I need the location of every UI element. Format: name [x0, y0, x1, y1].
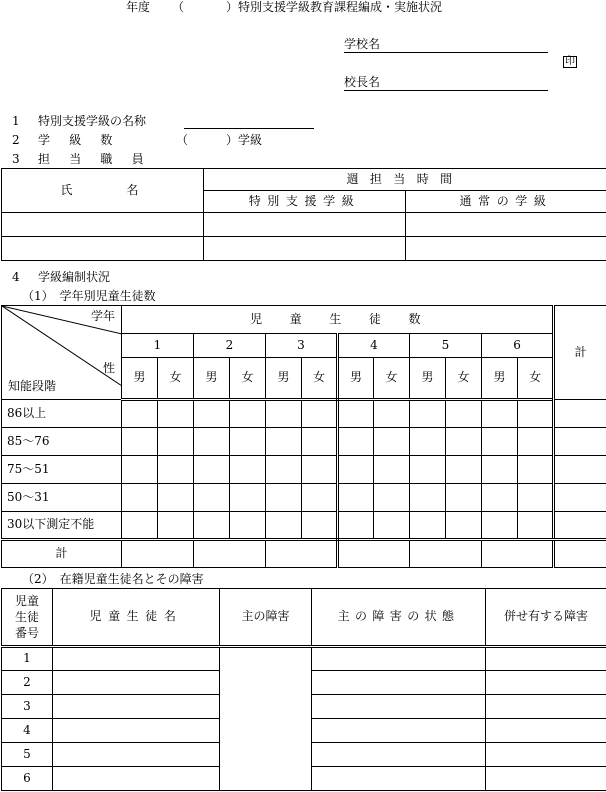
year-label: 年度 [126, 0, 151, 14]
total-row-label: 計 [2, 540, 122, 568]
student-number: 2 [2, 671, 53, 695]
school-name-label: 学校名 [344, 37, 381, 51]
school-name-line[interactable] [344, 52, 548, 53]
count-cell[interactable] [518, 400, 554, 428]
section-1-number: 1 [12, 114, 20, 128]
grand-total-cell[interactable] [554, 540, 606, 568]
count-cell[interactable] [266, 428, 302, 456]
count-cell[interactable] [410, 512, 446, 540]
section-1-label: 特別支援学級の名称 [38, 114, 147, 128]
section-2-label: 学 級 数 [38, 133, 117, 147]
section-2-number: 2 [12, 133, 20, 147]
count-cell[interactable] [302, 484, 338, 512]
staff-name-header: 氏名 [2, 169, 204, 213]
main-disability-header: 主の障害 [220, 589, 312, 647]
count-cell[interactable] [446, 400, 482, 428]
grade-total-cell[interactable] [338, 540, 410, 568]
grade-axis-label: 学年 [90, 309, 115, 323]
count-cell[interactable] [338, 400, 374, 428]
count-cell[interactable] [518, 512, 554, 540]
count-cell[interactable] [446, 456, 482, 484]
count-cell[interactable] [230, 400, 266, 428]
sex-axis-label: 性 [102, 361, 115, 375]
table-row [2, 237, 606, 261]
table-row [2, 456, 606, 484]
count-cell[interactable] [122, 456, 158, 484]
count-cell[interactable] [374, 484, 410, 512]
count-cell[interactable] [410, 400, 446, 428]
sex-female-header-grade-5: 女 [446, 358, 482, 400]
disability-state-header: 主の障害の状態 [312, 589, 486, 647]
title-open-paren: （ [172, 0, 185, 14]
count-cell[interactable] [230, 456, 266, 484]
row-total-cell[interactable] [554, 512, 606, 540]
section-4-number: 4 [12, 270, 20, 284]
count-cell[interactable] [158, 400, 194, 428]
level-label: 86以上 [2, 400, 122, 428]
count-cell[interactable] [446, 428, 482, 456]
count-cell[interactable] [230, 428, 266, 456]
students-count-header: 児童生徒数 [122, 306, 554, 334]
count-cell[interactable] [194, 400, 230, 428]
section-2-open-paren: （ [176, 133, 189, 147]
count-cell[interactable] [158, 512, 194, 540]
count-cell[interactable] [122, 512, 158, 540]
section-4-2-label: （2） 在籍児童生徒名とその障害 [22, 572, 204, 586]
total-column-header: 計 [554, 306, 606, 400]
count-cell[interactable] [482, 428, 518, 456]
count-cell[interactable] [374, 428, 410, 456]
disability-state-cell[interactable] [312, 719, 486, 743]
staff-name-cell[interactable] [2, 213, 204, 237]
other-disability-cell[interactable] [486, 743, 606, 767]
count-cell[interactable] [302, 456, 338, 484]
section-3-number: 3 [12, 152, 20, 166]
row-total-cell[interactable] [554, 428, 606, 456]
count-cell[interactable] [518, 484, 554, 512]
grade-6-header: 6 [482, 334, 554, 358]
table-row [2, 484, 606, 512]
other-disability-header: 併せ有する障害 [486, 589, 606, 647]
level-label: 85〜76 [2, 428, 122, 456]
count-cell[interactable] [374, 400, 410, 428]
class-name-line[interactable] [184, 128, 314, 129]
sex-male-header-grade-3: 男 [266, 358, 302, 400]
student-name-cell[interactable] [53, 719, 220, 743]
grade-total-cell[interactable] [122, 540, 194, 568]
count-cell[interactable] [446, 484, 482, 512]
special-hours-cell[interactable] [204, 237, 406, 261]
page-title: ）特別支援学級教育課程編成・実施状況 [226, 0, 443, 14]
count-cell[interactable] [338, 456, 374, 484]
grade-total-cell[interactable] [410, 540, 482, 568]
regular-hours-cell[interactable] [406, 237, 606, 261]
grade-2-header: 2 [194, 334, 266, 358]
count-cell[interactable] [194, 428, 230, 456]
grade-3-header: 3 [266, 334, 338, 358]
count-cell[interactable] [158, 484, 194, 512]
sex-male-header-grade-4: 男 [338, 358, 374, 400]
other-disability-cell[interactable] [486, 719, 606, 743]
count-cell[interactable] [410, 484, 446, 512]
count-cell[interactable] [194, 484, 230, 512]
count-cell[interactable] [266, 484, 302, 512]
count-cell[interactable] [266, 512, 302, 540]
student-number: 3 [2, 695, 53, 719]
student-number: 1 [2, 647, 53, 671]
student-number: 5 [2, 743, 53, 767]
principal-name-line[interactable] [344, 90, 548, 91]
row-total-cell[interactable] [554, 456, 606, 484]
special-class-header: 特別支援学級 [204, 191, 406, 213]
student-name-cell[interactable] [53, 743, 220, 767]
sex-male-header-grade-1: 男 [122, 358, 158, 400]
sex-male-header-grade-6: 男 [482, 358, 518, 400]
count-cell[interactable] [482, 512, 518, 540]
total-row [2, 540, 606, 568]
grade-4-header: 4 [338, 334, 410, 358]
disability-state-cell[interactable] [312, 647, 486, 671]
student-name-cell[interactable] [53, 767, 220, 791]
table-row [2, 647, 606, 671]
diagonal-header-cell [2, 306, 122, 400]
staff-table [1, 168, 606, 261]
student-number-header: 児童生徒番号 [2, 589, 53, 647]
count-cell[interactable] [230, 484, 266, 512]
count-cell[interactable] [410, 456, 446, 484]
count-cell[interactable] [302, 428, 338, 456]
student-name-cell[interactable] [53, 695, 220, 719]
other-disability-cell[interactable] [486, 695, 606, 719]
sex-female-header-grade-2: 女 [230, 358, 266, 400]
count-cell[interactable] [518, 428, 554, 456]
sex-female-header-grade-4: 女 [374, 358, 410, 400]
grade-1-header: 1 [122, 334, 194, 358]
level-label: 75〜51 [2, 456, 122, 484]
student-name-cell[interactable] [53, 647, 220, 671]
count-cell[interactable] [122, 400, 158, 428]
level-label: 50〜31 [2, 484, 122, 512]
special-hours-cell[interactable] [204, 213, 406, 237]
disability-state-cell[interactable] [312, 695, 486, 719]
student-number: 4 [2, 719, 53, 743]
count-cell[interactable] [158, 428, 194, 456]
count-cell[interactable] [302, 512, 338, 540]
sex-male-header-grade-5: 男 [410, 358, 446, 400]
sex-female-header-grade-3: 女 [302, 358, 338, 400]
table-row [2, 400, 606, 428]
weekly-hours-header: 週担当時間 [204, 169, 606, 191]
section-3-label: 担 当 職 員 [38, 152, 148, 166]
grade-table [1, 305, 606, 568]
section-4-label: 学級編制状況 [38, 270, 111, 284]
principal-name-label: 校長名 [344, 75, 381, 89]
count-cell[interactable] [374, 456, 410, 484]
count-cell[interactable] [482, 400, 518, 428]
level-label: 30以下測定不能 [2, 512, 122, 540]
count-cell[interactable] [482, 484, 518, 512]
other-disability-cell[interactable] [486, 671, 606, 695]
count-cell[interactable] [338, 428, 374, 456]
count-cell[interactable] [374, 512, 410, 540]
section-2-close-paren: ）学級 [226, 133, 263, 147]
row-total-cell[interactable] [554, 484, 606, 512]
count-cell[interactable] [446, 512, 482, 540]
count-cell[interactable] [338, 512, 374, 540]
level-axis-label: 知能段階 [8, 379, 57, 393]
count-cell[interactable] [122, 428, 158, 456]
section-4-1-label: （1） 学年別児童生徒数 [22, 289, 156, 303]
count-cell[interactable] [302, 400, 338, 428]
main-disability-cell[interactable] [220, 647, 312, 791]
sex-male-header-grade-2: 男 [194, 358, 230, 400]
disability-state-cell[interactable] [312, 767, 486, 791]
count-cell[interactable] [230, 512, 266, 540]
other-disability-cell[interactable] [486, 767, 606, 791]
count-cell[interactable] [122, 484, 158, 512]
sex-female-header-grade-1: 女 [158, 358, 194, 400]
student-number: 6 [2, 767, 53, 791]
other-disability-cell[interactable] [486, 647, 606, 671]
count-cell[interactable] [194, 512, 230, 540]
count-cell[interactable] [194, 456, 230, 484]
disability-state-cell[interactable] [312, 671, 486, 695]
regular-class-header: 通常の学級 [406, 191, 606, 213]
student-name-cell[interactable] [53, 671, 220, 695]
row-total-cell[interactable] [554, 400, 606, 428]
count-cell[interactable] [482, 456, 518, 484]
table-row [2, 213, 606, 237]
staff-name-cell[interactable] [2, 237, 204, 261]
table-row [2, 512, 606, 540]
count-cell[interactable] [410, 428, 446, 456]
grade-5-header: 5 [410, 334, 482, 358]
student-name-header: 児童生徒名 [53, 589, 220, 647]
sex-female-header-grade-6: 女 [518, 358, 554, 400]
count-cell[interactable] [266, 400, 302, 428]
grade-total-cell[interactable] [482, 540, 554, 568]
regular-hours-cell[interactable] [406, 213, 606, 237]
count-cell[interactable] [158, 456, 194, 484]
grade-total-cell[interactable] [194, 540, 266, 568]
count-cell[interactable] [518, 456, 554, 484]
seal-mark: 印 [565, 56, 575, 67]
count-cell[interactable] [266, 456, 302, 484]
count-cell[interactable] [338, 484, 374, 512]
grade-total-cell[interactable] [266, 540, 338, 568]
disability-state-cell[interactable] [312, 743, 486, 767]
table-row [2, 428, 606, 456]
student-table [1, 588, 606, 791]
